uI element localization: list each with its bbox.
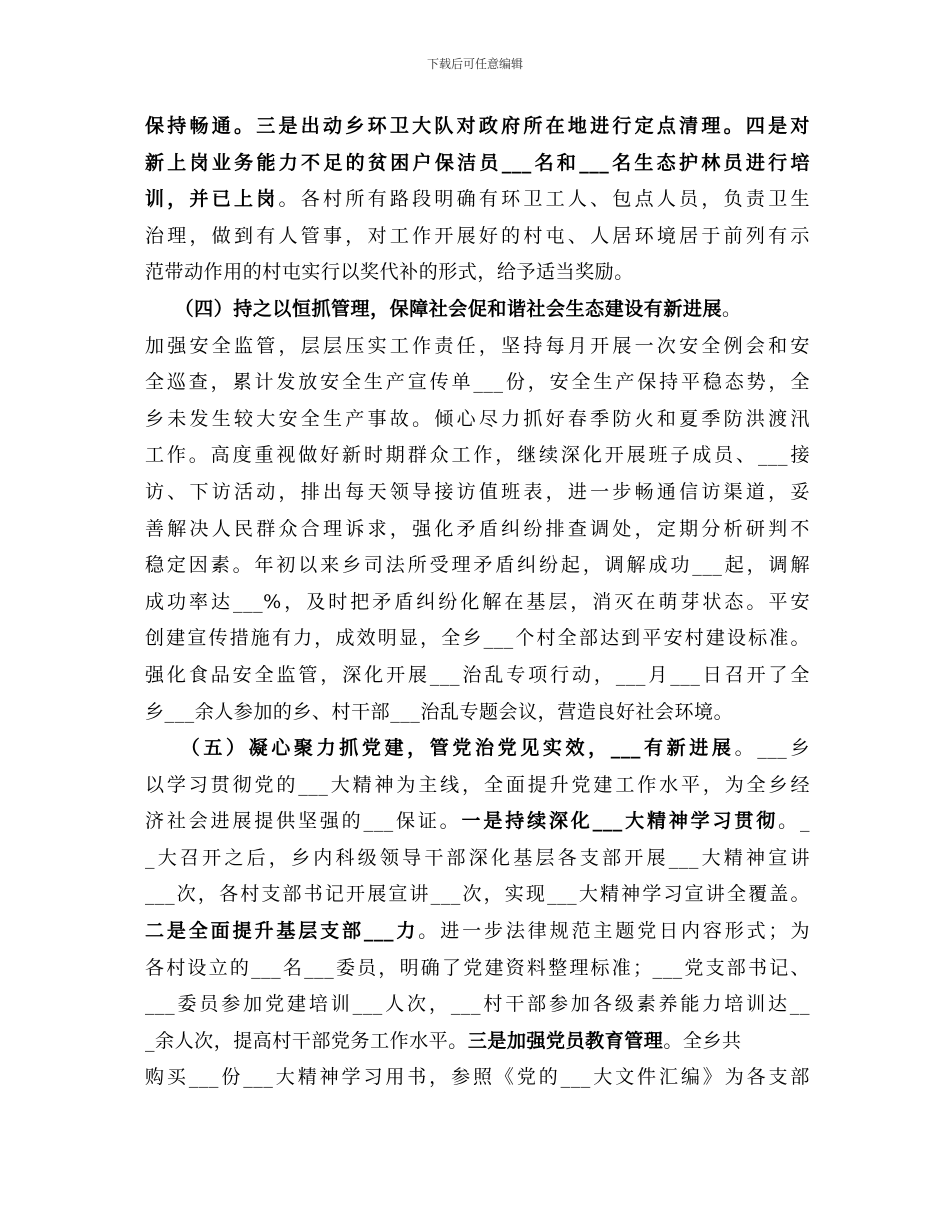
text-line xyxy=(145,913,810,950)
bold-text: 新上岗业务能力不足的贫困户保洁员___名和___名生态护林员进行培 xyxy=(145,151,810,174)
text-line xyxy=(145,584,810,621)
body-text: 创建宣传措施有力，成效明显，全乡___个村全部达到平安村建设标准。 xyxy=(145,627,810,650)
text-line xyxy=(145,840,810,877)
text-line xyxy=(145,364,810,401)
body-text: 范带动作用的村屯实行以奖代补的形式，给予适当奖励。 xyxy=(145,261,634,284)
text-line xyxy=(145,803,810,840)
text-line xyxy=(145,291,810,328)
body-text: 访、下访活动，排出每天领导接访值班表，进一步畅通信访渠道，妥 xyxy=(145,480,810,503)
body-text: 各村设立的___名___委员，明确了党建资料整理标准；___党支部书记、 xyxy=(145,956,810,979)
body-text: 。___乡 xyxy=(734,737,810,760)
body-text: 。_ xyxy=(778,810,810,833)
body-text: _大召开之后，乡内科级领导干部深化基层各支部开展___大精神宣讲 xyxy=(145,846,810,869)
text-line xyxy=(145,328,810,365)
text-line xyxy=(145,730,810,767)
bold-text: 二是全面提升基层支部___力 xyxy=(145,920,419,943)
bold-text: （五）凝心聚力抓党建，管党治党见实效，___有新进展 xyxy=(145,737,735,760)
body-text: ___委员参加党建培训___人次，___村干部参加各级素养能力培训达__ xyxy=(145,993,810,1016)
body-text: 治理，做到有人管事，对工作开展好的村屯、人居环境居于前列有示 xyxy=(145,224,810,247)
text-line xyxy=(145,694,810,731)
body-text: 。 xyxy=(722,297,742,320)
text-line xyxy=(145,657,810,694)
bold-text: 保持畅通。三是出动乡环卫大队对政府所在地进行定点清理。四是对 xyxy=(145,115,810,137)
bold-text: 一是持续深化___大精神学习贯彻 xyxy=(461,810,779,833)
text-line xyxy=(145,181,810,218)
body-text: ___次，各村支部书记开展宣讲___次，实现___大精神学习宣讲全覆盖。 xyxy=(145,883,810,906)
body-text: 稳定因素。年初以来乡司法所受理矛盾纠纷起，调解成功___起，调解 xyxy=(145,554,810,577)
text-line xyxy=(145,437,810,474)
body-text: 善解决人民群众合理诉求，强化矛盾纠纷排查调处，定期分析研判不 xyxy=(145,517,810,540)
text-line xyxy=(145,1059,810,1096)
body-text: 加强安全监管，层层压实工作责任，坚持每月开展一次安全例会和安 xyxy=(145,334,810,357)
text-line xyxy=(145,1023,810,1060)
body-text: 购买___份___大精神学习用书，参照《党的___大文件汇编》为各支部 xyxy=(145,1066,810,1089)
bold-text: 三是加强党员教育管理 xyxy=(467,1029,664,1052)
text-line xyxy=(145,474,810,511)
text-line xyxy=(145,401,810,438)
body-text: 乡___余人参加的乡、村干部___治乱专题会议，营造良好社会环境。 xyxy=(145,700,734,723)
text-line xyxy=(145,620,810,657)
text-line xyxy=(145,145,810,182)
body-text: 。进一步法律规范主题党日内容形式；为 xyxy=(418,920,810,943)
text-line xyxy=(145,254,810,291)
body-text: 济社会进展提供坚强的___保证。 xyxy=(145,810,462,833)
text-line xyxy=(145,986,810,1023)
body-text: 乡未发生较大安全生产事故。倾心尽力抓好春季防火和夏季防洪渡汛 xyxy=(145,407,810,430)
body-text: 以学习贯彻党的___大精神为主线，全面提升党建工作水平，为全乡经 xyxy=(145,773,810,796)
body-text: 工作。高度重视做好新时期群众工作，继续深化开展班子成员、___接 xyxy=(145,444,810,467)
text-line xyxy=(145,547,810,584)
text-line xyxy=(145,108,810,145)
body-text: 强化食品安全监管，深化开展___治乱专项行动，___月___日召开了全 xyxy=(145,663,810,686)
body-text: 。全乡共 xyxy=(663,1029,742,1052)
body-text: 。各村所有路段明确有环卫工人、包点人员，负责卫生 xyxy=(278,188,810,211)
body-text: 成功率达___%，及时把矛盾纠纷化解在基层，消灭在萌芽状态。平安 xyxy=(145,590,810,613)
document-body xyxy=(145,108,810,1096)
body-text: _余人次，提高村干部党务工作水平。 xyxy=(145,1029,468,1052)
text-line xyxy=(145,218,810,255)
text-line xyxy=(145,511,810,548)
bold-text: 训，并已上岗 xyxy=(145,188,279,211)
body-text: 全巡查，累计发放安全生产宣传单___份，安全生产保持平稳态势，全 xyxy=(145,371,810,394)
text-line xyxy=(145,767,810,804)
text-line xyxy=(145,950,810,987)
bold-text: （四）持之以恒抓管理，保障社会促和谐社会生态建设有新进展 xyxy=(145,297,723,320)
page-header: 下载后可任意编辑 xyxy=(426,57,523,71)
text-line xyxy=(145,876,810,913)
